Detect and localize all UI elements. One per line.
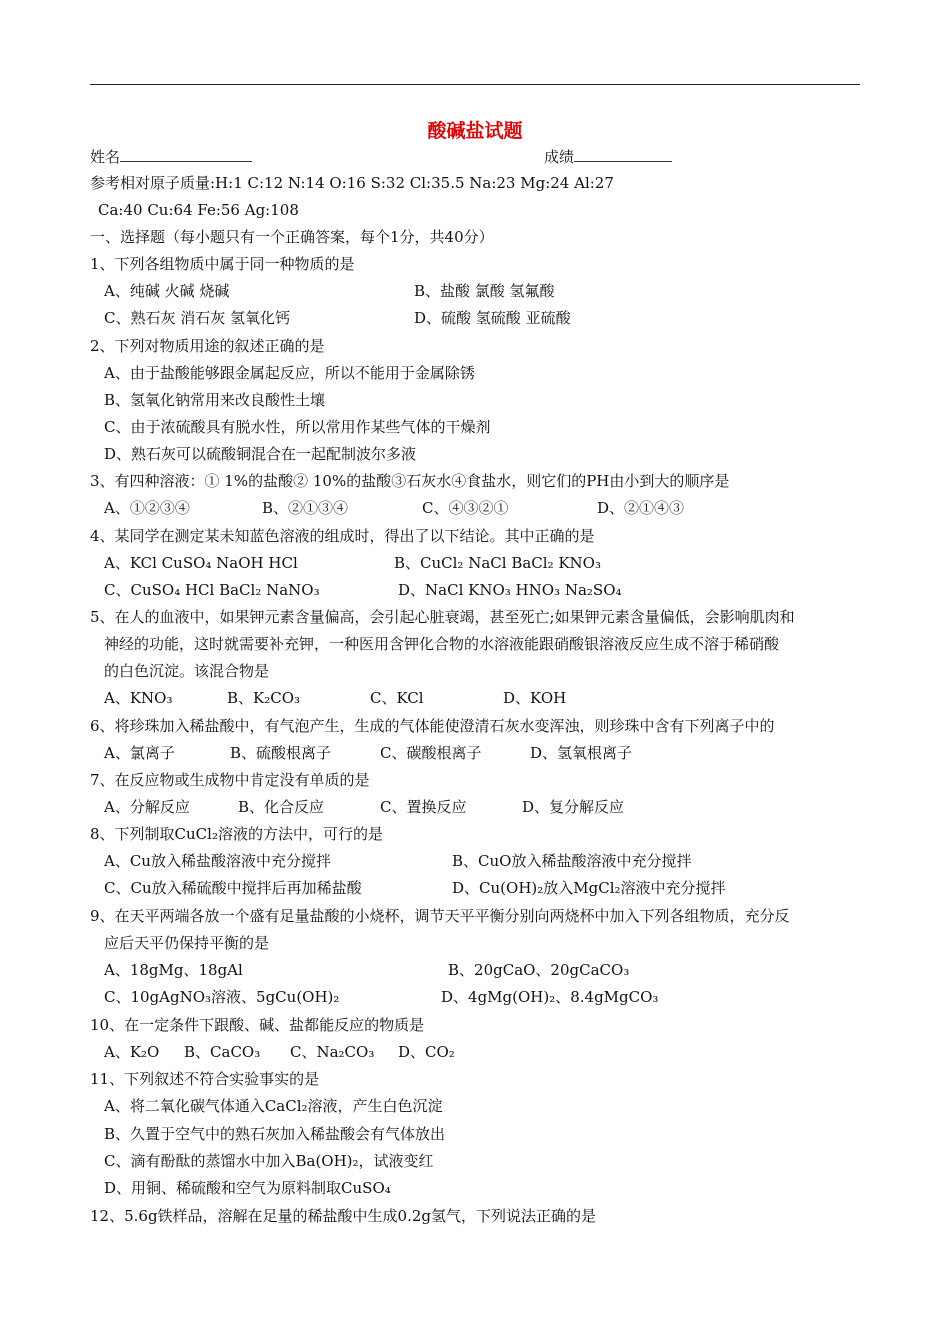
q8-option-a: A、Cu放入稀盐酸溶液中充分搅拌 bbox=[104, 852, 331, 870]
q9-stem-2: 应后天平仍保持平衡的是 bbox=[104, 934, 270, 952]
q10-stem: 10、在一定条件下跟酸、碱、盐都能反应的物质是 bbox=[90, 1016, 425, 1034]
name-row bbox=[90, 146, 252, 168]
q3-option-a: A、①②③④ bbox=[104, 499, 190, 517]
q5-stem-1: 5、在人的血液中，如果钾元素含量偏高，会引起心脏衰竭，甚至死亡;如果钾元素含量偏低，会影响肌肉和 bbox=[90, 608, 795, 626]
q2-option-c: C、由于浓硫酸具有脱水性，所以常用作某些气体的干燥剂 bbox=[104, 418, 491, 436]
q6-option-b: B、硫酸根离子 bbox=[230, 744, 332, 762]
q11-stem: 11、下列叙述不符合实验事实的是 bbox=[90, 1070, 320, 1088]
q10-option-a: A、K₂O bbox=[104, 1043, 160, 1061]
q8-stem: 8、下列制取CuCl₂溶液的方法中，可行的是 bbox=[90, 825, 383, 843]
q9-option-d: D、4gMg(OH)₂、8.4gMgCO₃ bbox=[441, 988, 659, 1006]
q5-stem-2: 神经的功能，这时就需要补充钾，一种医用含钾化合物的水溶液能跟硝酸银溶液反应生成不溶于稀硝酸 bbox=[104, 635, 780, 653]
q2-option-a: A、由于盐酸能够跟金属起反应，所以不能用于金属除锈 bbox=[104, 364, 475, 382]
q11-option-c: C、滴有酚酞的蒸馏水中加入Ba(OH)₂，试液变红 bbox=[104, 1152, 434, 1170]
q1-option-a: A、纯碱 火碱 烧碱 bbox=[104, 282, 230, 300]
score-row bbox=[544, 146, 672, 168]
q2-option-d: D、熟石灰可以硫酸铜混合在一起配制波尔多液 bbox=[104, 445, 417, 463]
q6-option-c: C、碳酸根离子 bbox=[380, 744, 482, 762]
q11-option-a: A、将二氧化碳气体通入CaCl₂溶液，产生白色沉淀 bbox=[104, 1097, 443, 1115]
q2-option-b: B、氢氧化钠常用来改良酸性土壤 bbox=[104, 391, 326, 409]
q3-stem: 3、有四种溶液：① 1%的盐酸② 10%的盐酸③石灰水④食盐水，则它们的PH由小到大的顺序是 bbox=[90, 472, 730, 490]
q5-option-d: D、KOH bbox=[503, 689, 567, 707]
q5-option-c: C、KCl bbox=[370, 689, 424, 707]
q5-option-a: A、KNO₃ bbox=[104, 689, 173, 707]
q8-option-b: B、CuO放入稀盐酸溶液中充分搅拌 bbox=[452, 852, 692, 870]
atomic-mass-line-2: Ca:40 Cu:64 Fe:56 Ag:108 bbox=[98, 201, 299, 219]
q4-stem: 4、某同学在测定某未知蓝色溶液的组成时，得出了以下结论。其中正确的是 bbox=[90, 527, 595, 545]
q3-option-d: D、②①④③ bbox=[597, 499, 685, 517]
q11-option-b: B、久置于空气中的熟石灰加入稀盐酸会有气体放出 bbox=[104, 1125, 446, 1143]
q3-option-c: C、④③②① bbox=[422, 499, 509, 517]
q9-option-b: B、20gCaO、20gCaCO₃ bbox=[448, 961, 630, 979]
q10-option-d: D、CO₂ bbox=[398, 1043, 455, 1061]
page-title: 酸碱盐试题 bbox=[427, 120, 523, 142]
q3-option-b: B、②①③④ bbox=[262, 499, 349, 517]
q1-stem: 1、下列各组物质中属于同一种物质的是 bbox=[90, 255, 355, 273]
q7-stem: 7、在反应物或生成物中肯定没有单质的是 bbox=[90, 771, 370, 789]
q4-option-c: C、CuSO₄ HCl BaCl₂ NaNO₃ bbox=[104, 581, 320, 599]
q4-option-b: B、CuCl₂ NaCl BaCl₂ KNO₃ bbox=[394, 554, 601, 572]
q7-option-c: C、置换反应 bbox=[380, 798, 467, 816]
q6-stem: 6、将珍珠加入稀盐酸中，有气泡产生，生成的气体能使澄清石灰水变浑浊，则珍珠中含有下列离子中的 bbox=[90, 717, 775, 735]
q12-stem: 12、5.6g铁样品，溶解在足量的稀盐酸中生成0.2g氢气，下列说法正确的是 bbox=[90, 1207, 597, 1225]
q6-option-d: D、氢氧根离子 bbox=[530, 744, 633, 762]
name-blank[interactable] bbox=[120, 146, 252, 162]
q7-option-a: A、分解反应 bbox=[104, 798, 190, 816]
section-heading: 一、选择题（每小题只有一个正确答案，每个1分，共40分） bbox=[90, 228, 494, 246]
q4-option-a: A、KCl CuSO₄ NaOH HCl bbox=[104, 554, 298, 572]
atomic-mass-line-1: 参考相对原子质量:H:1 C:12 N:14 O:16 S:32 Cl:35.5 Na:23 Mg:24 Al:27 bbox=[90, 174, 614, 192]
score-blank[interactable] bbox=[574, 146, 672, 162]
q7-option-b: B、化合反应 bbox=[238, 798, 325, 816]
q1-option-d: D、硫酸 氢硫酸 亚硫酸 bbox=[414, 309, 571, 327]
q9-stem-1: 9、在天平两端各放一个盛有足量盐酸的小烧杯，调节天平平衡分别向两烧杯中加入下列各组物质，充分反 bbox=[90, 907, 790, 925]
header-rule bbox=[90, 84, 860, 85]
name-label: 姓名 bbox=[90, 148, 121, 166]
q10-option-b: B、CaCO₃ bbox=[184, 1043, 261, 1061]
q6-option-a: A、氯离子 bbox=[104, 744, 175, 762]
q11-option-d: D、用铜、稀硫酸和空气为原料制取CuSO₄ bbox=[104, 1179, 391, 1197]
q9-option-a: A、18gMg、18gAl bbox=[104, 961, 243, 979]
q2-stem: 2、下列对物质用途的叙述正确的是 bbox=[90, 337, 325, 355]
score-label: 成绩 bbox=[544, 148, 575, 166]
q5-stem-3: 的白色沉淀。该混合物是 bbox=[104, 662, 270, 680]
q4-option-d: D、NaCl KNO₃ HNO₃ Na₂SO₄ bbox=[398, 581, 622, 599]
q8-option-c: C、Cu放入稀硫酸中搅拌后再加稀盐酸 bbox=[104, 879, 362, 897]
q8-option-d: D、Cu(OH)₂放入MgCl₂溶液中充分搅拌 bbox=[452, 879, 726, 897]
q7-option-d: D、复分解反应 bbox=[522, 798, 625, 816]
q5-option-b: B、K₂CO₃ bbox=[227, 689, 301, 707]
q10-option-c: C、Na₂CO₃ bbox=[290, 1043, 375, 1061]
q9-option-c: C、10gAgNO₃溶液、5gCu(OH)₂ bbox=[104, 988, 340, 1006]
q1-option-b: B、盐酸 氯酸 氢氟酸 bbox=[414, 282, 555, 300]
q1-option-c: C、熟石灰 消石灰 氢氧化钙 bbox=[104, 309, 291, 327]
